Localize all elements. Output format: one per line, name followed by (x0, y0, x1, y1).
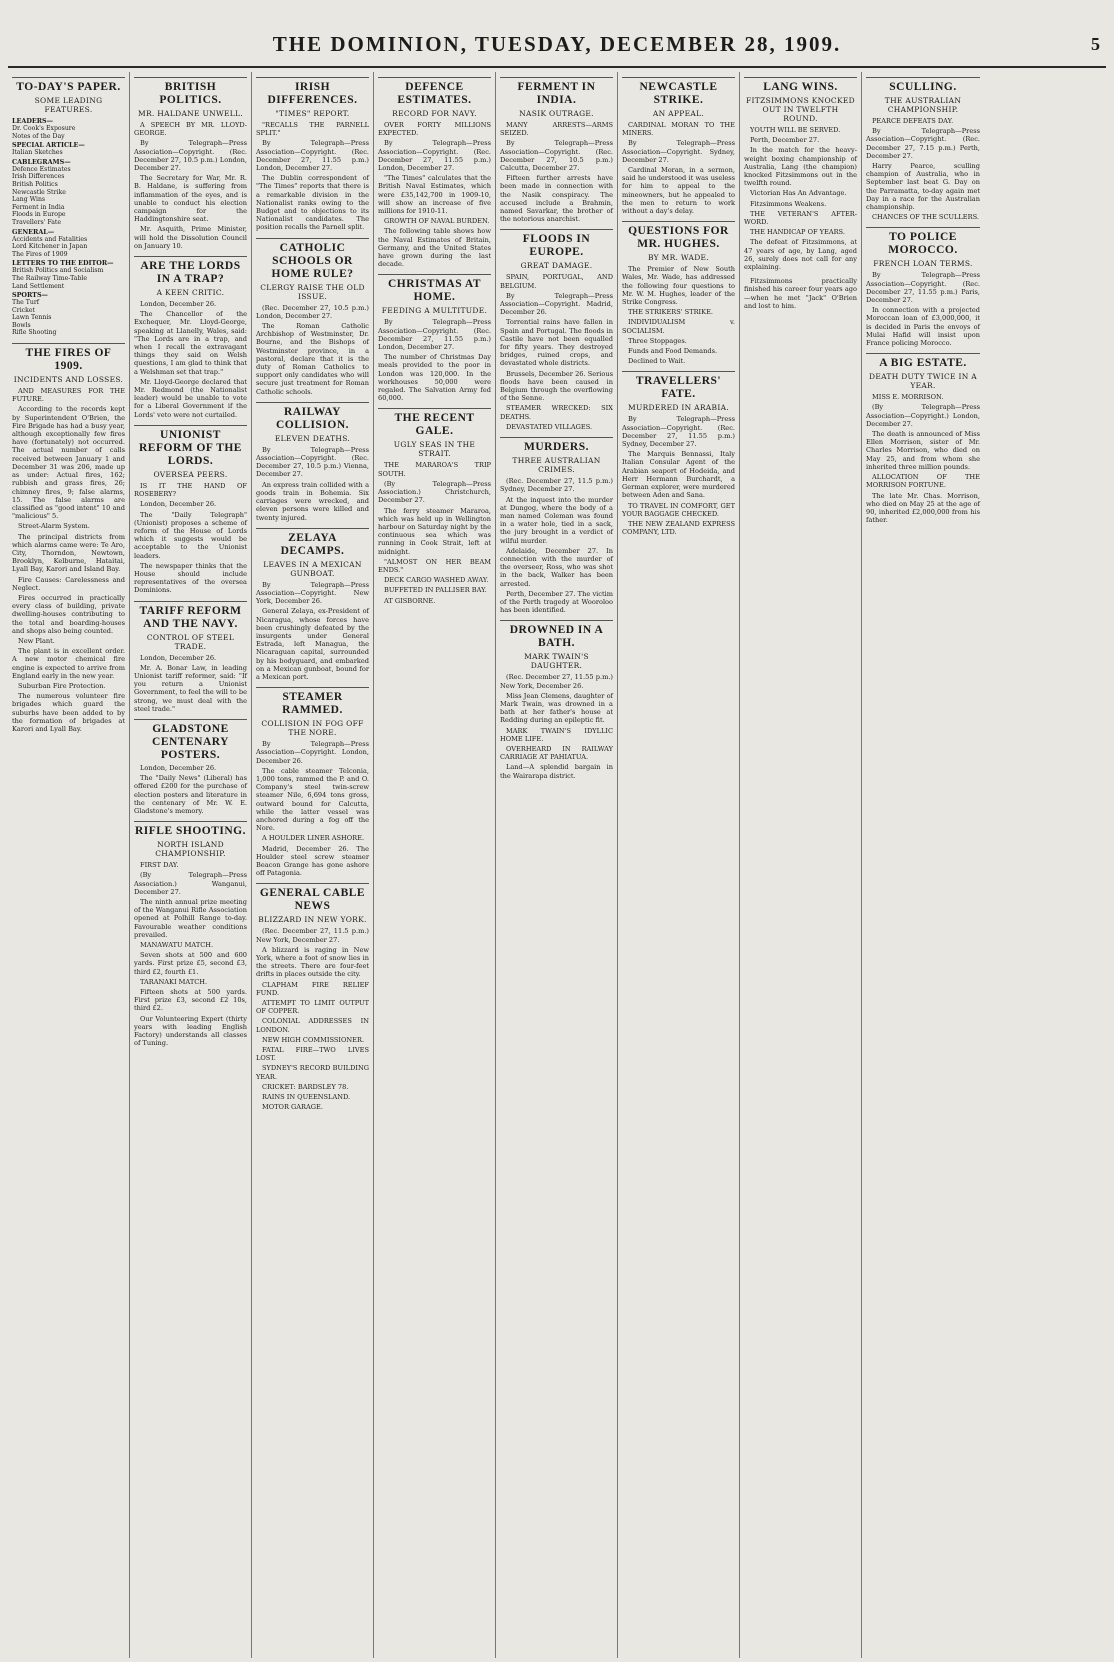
article (134, 601, 247, 713)
article-paragraph: (Rec. December 27, 11.5 p.m.) Sydney, December 27. (500, 477, 613, 494)
article-heading: CATHOLIC SCHOOLS OR HOME RULE? (256, 238, 369, 281)
index-item-label: Cricket (12, 306, 36, 314)
article-paragraph: The plant is in excellent order. A new motor chemical fire engine is expected to arrive from England early in the new year. (12, 647, 125, 680)
article (134, 719, 247, 815)
article-paragraph: The ninth annual prize meeting of the Wanganui Rifle Association opened at Polhill Range to-day. Favourable weather conditions prevailed. (134, 897, 247, 939)
article-subheading: THE AUSTRALIAN CHAMPIONSHIP. (884, 96, 962, 114)
article-heading: NEWCASTLE STRIKE. (622, 77, 735, 107)
article-paragraph: The Chancellor of the Exchequer, Mr. Lloyd-George, speaking at Llanelly, Wales, said: "The Lords are in a trap, and when I recall the extravagant things they said on Welsh questions, I am glad to think that a Welshman set that trap." (134, 310, 247, 376)
article-heading: LANG WINS. (744, 77, 857, 94)
article-paragraph: (By Telegraph—Press Association.) Wanganui, December 27. (134, 871, 247, 896)
article-subheading: NORTH ISLAND CHAMPIONSHIP. (155, 840, 226, 859)
article-heading: BRITISH POLITICS. (134, 77, 247, 107)
article-paragraph: Fitzsimmons Weakens. (750, 199, 827, 208)
column-2 (130, 72, 252, 1658)
article-paragraph: At the inquest into the murder at Dungog, where the body of a man named Coleman was found in a water hole, tied in a sack, the jury brought in a verdict of wilful murder. (500, 495, 613, 545)
article-paragraph: The Dublin correspondent of "The Times" reports that there is a remarkable division in the Nationalist ranks owing to the Budget and to objections to its Nationalist candidates. The position recalls the Parnell split. (256, 174, 369, 232)
index-item-label: British Politics and Socialism (12, 267, 104, 275)
article-paragraph: London, December 26. (140, 300, 217, 309)
index-item-label: Bowls (12, 321, 31, 329)
article (256, 528, 369, 681)
index-item (12, 189, 125, 197)
masthead-rule (8, 66, 1106, 68)
index-item-label: Notes of the Day (12, 132, 65, 140)
article-subheading: BY MR. WADE. (647, 253, 710, 263)
article-paragraph: BUFFETED IN PALLISER BAY. (384, 586, 487, 595)
article-paragraph: CARDINAL MORAN TO THE MINERS. (622, 121, 735, 138)
article-paragraph: The numerous volunteer fire brigades which guard the suburbs have been added to by the formation of brigades at Karori and Lyall Bay. (12, 692, 125, 733)
index-item-label: Italian Sketches (12, 149, 63, 157)
article (134, 256, 247, 419)
index-item (12, 299, 125, 307)
article-paragraph: By Telegraph—Press Association—Copyright. (Rec. December 27, 11.55 p.m.) London, December 27. (256, 139, 369, 173)
column-6 (618, 72, 740, 1658)
article-subheading: CONTROL OF STEEL TRADE. (146, 632, 235, 651)
article-paragraph: SPAIN, PORTUGAL, AND BELGIUM. (500, 273, 613, 290)
index-item (12, 211, 125, 219)
article-paragraph: New Plant. (18, 636, 55, 645)
article-subheading: FITZSIMMONS KNOCKED OUT IN TWELFTH ROUND. (746, 96, 855, 123)
article-paragraph: Funds and Food Demands. (628, 347, 718, 356)
article (500, 77, 613, 223)
article-heading: CHRISTMAS AT HOME. (378, 274, 491, 304)
index-item-label: Newcastle Strike (12, 188, 66, 196)
article-paragraph: Fifteen shots at 500 yards. First prize £3, second £2 10s, third £2. (134, 988, 247, 1013)
column-7 (740, 72, 862, 1658)
column-4 (374, 72, 496, 1658)
index-item (12, 204, 125, 212)
article-paragraph: Perth, December 27. The victim of the Perth tragedy at Wooroloo has been identified. (500, 589, 613, 615)
article-paragraph: MISS E. MORRISON. (872, 393, 944, 402)
article-paragraph: By Telegraph—Press Association—Copyright. (Rec. December 27, 10.5 p.m.) Vienna, December 27. (256, 445, 369, 479)
index-item (12, 173, 125, 181)
article (866, 227, 980, 347)
article-paragraph: (Rec. December 27, 11.5 p.m.) New York, December 27. (256, 927, 369, 944)
article-heading: TO-DAY'S PAPER. (12, 77, 125, 94)
article-paragraph: Our Volunteering Expert (thirty years with leading English Factory) understands all classes of Tuning. (134, 1014, 247, 1048)
article (12, 77, 125, 337)
article-paragraph: The "Daily Telegraph" (Unionist) proposes a scheme of reform of the House of Lords which it suggests would be acceptable to the Unionist leaders. (134, 510, 247, 560)
article-paragraph: Fire Causes: Carelessness and Neglect. (12, 575, 125, 592)
index-item-label: Dr. Cook's Exposure (12, 125, 76, 132)
article-subheading: THREE AUSTRALIAN CRIMES. (512, 456, 601, 475)
index-item-label: Rifle Shooting (12, 329, 57, 337)
article (12, 343, 125, 733)
article-paragraph: By Telegraph—Press Association—Copyright. Madrid, December 26. (500, 291, 613, 317)
article-paragraph: An express train collided with a goods train in Bohemia. Six carriages were wrecked, and eleven persons were killed and twenty injured. (256, 480, 369, 522)
article-subheading: DEATH DUTY TWICE IN A YEAR. (869, 372, 977, 391)
index-item (12, 149, 125, 157)
article (866, 353, 980, 524)
index-group-heading: CABLEGRAMS— (12, 157, 71, 166)
article-paragraph: General Zelaya, ex-President of Nicaragua, whose forces have been crushingly defeated by the insurgents under General Estrada, left Managua, the Nicaraguan capital, surrounded by his bodyguard, and embarked on a Mexican gunboat, bound for a Mexican port. (256, 607, 369, 681)
column-8 (862, 72, 984, 1658)
article-heading: ARE THE LORDS IN A TRAP? (134, 256, 247, 286)
article-paragraph: By Telegraph—Press Association—Copyright. (Rec. December 27, 10.5 p.m.) Calcutta, December 27. (500, 139, 613, 173)
article-paragraph: Victorian Has An Advantage. (750, 189, 847, 198)
article-paragraph: By Telegraph—Press Association—Copyright. (Rec. December 27, 11.55 p.m.) Paris, December 27. (866, 271, 980, 305)
article-paragraph: By Telegraph—Press Association—Copyright. New York, December 26. (256, 580, 369, 606)
article (622, 221, 735, 365)
article-subheading: RECORD FOR NAVY. (392, 109, 477, 118)
article-paragraph: MARK TWAIN'S IDYLLIC HOME LIFE. (500, 726, 613, 743)
index-item (12, 251, 125, 259)
article-subheading: AN APPEAL. (652, 109, 705, 118)
article-paragraph: The defeat of Fitzsimmons, at 47 years of age, by Lang, aged 26, surely does not call for any explaining. (744, 238, 857, 272)
article-paragraph: Harry Pearce, sculling champion of Australia, who in September last beat G. Day on the Parramatta, to-day again met Day in a race for the Australian championship. (866, 162, 980, 212)
index-item (12, 125, 125, 133)
page-number: 5 (1091, 34, 1100, 54)
index-item (12, 307, 125, 315)
article-paragraph: Mr. Asquith, Prime Minister, will hold the Dissolution Council on January 10. (134, 225, 247, 250)
article-paragraph: Land—A splendid bargain in the Wairarapa district. (500, 763, 613, 780)
article-paragraph: DEVASTATED VILLAGES. (506, 422, 593, 431)
article-paragraph: The cable steamer Telconia, 1,000 tons, rammed the P. and O. Company's steel twin-screw steamer Nile, 6,694 tons gross, outward bound for Calcutta, while the latter vessel was anchored during a fog off the Nore. (256, 766, 369, 833)
index-item (12, 166, 125, 174)
index-item (12, 196, 125, 204)
article-subheading: COLLISION IN FOG OFF THE NORE. (261, 719, 364, 738)
article-heading: A BIG ESTATE. (866, 353, 980, 370)
article-heading: ZELAYA DECAMPS. (256, 528, 369, 558)
index-item (12, 275, 125, 283)
article (500, 620, 613, 779)
article (256, 687, 369, 877)
article-paragraph: OVER FORTY MILLIONS EXPECTED. (378, 121, 491, 138)
article (866, 77, 980, 221)
article (134, 77, 247, 250)
article-heading: FERMENT IN INDIA. (500, 77, 613, 107)
article-paragraph: THE NEW ZEALAND EXPRESS COMPANY, LTD. (622, 519, 735, 537)
article (378, 77, 491, 268)
article (622, 371, 735, 536)
article-paragraph: ATTEMPT TO LIMIT OUTPUT OF COPPER. (256, 999, 369, 1016)
article-paragraph: London, December 26. (140, 763, 217, 772)
article-subheading: FRENCH LOAN TERMS. (873, 259, 973, 269)
article-paragraph: Mr. Lloyd-George declared that Mr. Redmond (the Nationalist leader) would be unable to vote for a Liberal Government if the Lords' veto were not curtailed. (134, 377, 247, 419)
article-subheading: MURDERED IN ARABIA. (627, 403, 730, 413)
article-paragraph: In connection with a projected Moroccan loan of £3,000,000, it is decided in Paris the envoys of Mulai Hafid will insist upon France policing Morocco. (866, 306, 980, 348)
article-paragraph: DECK CARGO WASHED AWAY. (384, 576, 489, 585)
index-item-label: Floods in Europe (12, 211, 66, 219)
article-paragraph: IS IT THE HAND OF ROSEBERY? (134, 481, 247, 499)
article-paragraph: Adelaide, December 27. In connection with the murder of the overseer, Ross, who was shot in the back, Walker has been arrested. (500, 546, 613, 588)
article-paragraph: MANY ARRESTS—ARMS SEIZED. (500, 121, 613, 138)
index-item-label: Defence Estimates (12, 165, 71, 173)
column-3 (252, 72, 374, 1658)
article-paragraph: Street-Alarm System. (18, 522, 90, 531)
article-subheading: FEEDING A MULTITUDE. (381, 306, 488, 316)
index-item (12, 133, 125, 141)
article-paragraph: Declined to Wait. (628, 357, 686, 366)
index-item (12, 322, 125, 330)
article-subheading: MR. HALDANE UNWELL. (138, 109, 243, 118)
article-heading: FLOODS IN EUROPE. (500, 229, 613, 259)
index-item-label: Land Settlement (12, 282, 65, 290)
article-paragraph: Suburban Fire Protection. (18, 681, 106, 690)
article-subheading: INCIDENTS AND LOSSES. (13, 375, 124, 385)
article-paragraph: MOTOR GARAGE. (262, 1103, 323, 1112)
article-paragraph: Fires occurred in practically every class of building, private dwelling-houses contributing to the total and boarding-houses and shops also being counted. (12, 593, 125, 635)
article-paragraph: TO TRAVEL IN COMFORT, GET YOUR BAGGAGE CHECKED. (622, 501, 735, 518)
index-item-label: Accidents and Fatalities (12, 235, 88, 243)
article-paragraph: The Secretary for War, Mr. R. B. Haldane, is suffering from inflammation of the eyes, and is unable to conduct his election campaign for the Haddingtonshire seat. (134, 174, 247, 224)
index-item-label: Irish Differences (12, 173, 65, 181)
article-paragraph: NEW HIGH COMMISSIONER. (262, 1035, 365, 1044)
article-paragraph: CRICKET: BARDSLEY 78. (262, 1082, 349, 1091)
index-group-heading: GENERAL— (12, 227, 55, 236)
article-paragraph: The following table shows how the Naval Estimates of Britain, Germany, and the United States have grown during the last decade. (378, 227, 491, 269)
article-paragraph: Miss Jean Clemens, daughter of Mark Twain, was drowned in a bath at her father's house at Redding during an epileptic fit. (500, 691, 613, 725)
article-paragraph: Three Stoppages. (628, 336, 687, 345)
article-paragraph: Seven shots at 500 and 600 yards. First prize £5, second £3, third £2, fourth £1. (134, 951, 247, 976)
article (134, 425, 247, 595)
article-subheading: CLERGY RAISE THE OLD ISSUE. (260, 282, 365, 301)
article-paragraph: CHANCES OF THE SCULLERS. (872, 213, 979, 222)
article-paragraph: By Telegraph—Press Association—Copyright. Sydney, December 27. (622, 139, 735, 164)
article-paragraph: INDIVIDUALISM v. SOCIALISM. (622, 318, 735, 335)
article-heading: IRISH DIFFERENCES. (256, 77, 369, 107)
article-heading: SCULLING. (866, 77, 980, 94)
article-subheading: UGLY SEAS IN THE STRAIT. (393, 440, 476, 459)
index-item-label: The Railway Time-Table (12, 274, 88, 282)
article (256, 402, 369, 522)
article-heading: THE RECENT GALE. (378, 408, 491, 438)
article-subheading: LEAVES IN A MEXICAN GUNBOAT. (263, 559, 362, 578)
masthead (0, 30, 1114, 70)
column-1 (8, 72, 130, 1658)
article-paragraph: The ferry steamer Mararoa, which was held up in Wellington harbour on Saturday night by the continuous sea which was running in Cook Strait, left at midnight. (378, 506, 491, 556)
article-subheading: SOME LEADING FEATURES. (34, 96, 103, 114)
article (378, 274, 491, 402)
article-paragraph: (Rec. December 27, 10.5 p.m.) London, December 27. (256, 303, 369, 320)
index-item-label: Lord Kitchener in Japan (12, 243, 88, 251)
column-5 (496, 72, 618, 1658)
article-heading: RAILWAY COLLISION. (256, 402, 369, 432)
article (500, 229, 613, 431)
article-paragraph: CLAPHAM FIRE RELIEF FUND. (256, 980, 369, 997)
article (744, 77, 857, 271)
article-paragraph: The late Mr. Chas. Morrison, who died on May 25 at the age of 90, inherited £2,000,000 from his father. (866, 491, 980, 525)
index-item-label: Lawn Tennis (12, 314, 52, 322)
article-paragraph: Mr. A. Bonar Law, in leading Unionist tariff reformer, said: "If you return a Unionist Government, to feel the will to be strong, we must deal with the steel trade." (134, 663, 247, 713)
article-heading: GLADSTONE CENTENARY POSTERS. (134, 719, 247, 762)
article-paragraph: "RECALLS THE PARNELL SPLIT." (256, 121, 369, 138)
article (134, 821, 247, 1047)
article-paragraph: OVERHEARD IN RAILWAY CARRIAGE AT PAHIATUA. (500, 744, 613, 762)
article-paragraph: (Rec. December 27, 11.55 p.m.) New York, December 26. (500, 673, 613, 690)
article-paragraph: THE HANDICAP OF YEARS. (750, 228, 845, 237)
article-paragraph: Torrential rains have fallen in Spain and Portugal. The floods in Castile have not been equalled for fifty years. They destroyed bridges, ruined crops, and devastated whole districts. (500, 318, 613, 368)
article-paragraph: SYDNEY'S RECORD BUILDING YEAR. (256, 1064, 369, 1081)
article-paragraph: The death is announced of Miss Ellen Morrison, sister of Mr. Charles Morrison, who died on May 25, and from whom she inherited three million pounds. (866, 430, 980, 471)
index-item (12, 236, 125, 244)
index-group-heading: LETTERS TO THE EDITOR— (12, 259, 114, 268)
article-subheading: "TIMES" REPORT. (275, 109, 350, 118)
index-item (12, 181, 125, 189)
article-paragraph: "ALMOST ON HER BEAM ENDS." (378, 557, 491, 574)
article-heading: STEAMER RAMMED. (256, 687, 369, 717)
article-paragraph: PEARCE DEFEATS DAY. (872, 117, 954, 125)
article-heading: RIFLE SHOOTING. (134, 821, 247, 838)
article-paragraph: By Telegraph—Press Association—Copyright. (Rec. December 27, 7.15 p.m.) Perth, December 27. (866, 127, 980, 160)
article-paragraph: London, December 26. (140, 653, 217, 662)
article-subheading: ELEVEN DEATHS. (274, 433, 351, 443)
article-paragraph: AT GISBORNE. (384, 596, 436, 605)
article-paragraph: TARANAKI MATCH. (140, 977, 208, 986)
article-heading: THE FIRES OF 1909. (12, 343, 125, 373)
article-heading: TARIFF REFORM AND THE NAVY. (134, 601, 247, 631)
article-paragraph: THE STRIKERS' STRIKE. (628, 308, 713, 317)
article-paragraph: The principal districts from which alarms came were: Te Aro, City, Thorndon, Newtown, Brooklyn, Kelburne, Hataitai, Lyall Bay, Karori and Island Bay. (12, 532, 125, 574)
article (378, 408, 491, 604)
article (500, 437, 613, 614)
index-item (12, 267, 125, 275)
article-paragraph: (By Telegraph—Press Association.) Christchurch, December 27. (378, 479, 491, 505)
index-item (12, 314, 125, 322)
article-paragraph: London, December 26. (140, 500, 217, 509)
article-paragraph: By Telegraph—Press Association—Copyright. (Rec. December 27, 11.55 p.m.) London, December 27. (378, 139, 491, 173)
article-paragraph: Perth, December 27. (750, 136, 820, 145)
article-paragraph: THE VETERAN'S AFTER-WORD. (744, 209, 857, 227)
article-subheading: GREAT DAMAGE. (520, 261, 593, 271)
article (622, 77, 735, 215)
article-paragraph: MANAWATU MATCH. (140, 941, 214, 949)
article-paragraph: "The Times" calculates that the British Naval Estimates, which were £35,142,700 in 1909-10, will show an increase of five millions for 1910-11. (378, 174, 491, 216)
article (256, 883, 369, 1111)
article-heading: UNIONIST REFORM OF THE LORDS. (134, 425, 247, 468)
article-paragraph: The number of Christmas Day meals provided to the poor in London was 120,000. In the workhouses 50,000 were regaled. The Salvation Army fed 60,000. (378, 353, 491, 403)
index-item-label: British Politics (12, 180, 58, 188)
article-subheading: OVERSEA PEERS. (153, 469, 228, 479)
article-paragraph: FIRST DAY. (140, 861, 179, 870)
article-paragraph: Fitzsimmons practically finished his career four years ago—when he met "Jack" O'Brien and lost to him. (744, 277, 857, 310)
article-paragraph: The newspaper thinks that the House should include representatives of the oversea Dominions. (134, 561, 247, 595)
article-paragraph: (By Telegraph—Press Association—Copyright.) London, December 27. (866, 403, 980, 428)
index-item-label: Travellers' Fate (12, 218, 62, 226)
article-heading: QUESTIONS FOR MR. HUGHES. (622, 221, 735, 251)
article-paragraph: YOUTH WILL BE SERVED. (750, 126, 841, 134)
article-paragraph: The Marquis Bennassi, Italy Italian Consular Agent of the Arabian seaport of Hodeida, and Herr Hermann Burchardt, a German explorer, were murdered between Aden and Sana. (622, 450, 735, 500)
article (744, 277, 857, 310)
article-heading: TRAVELLERS' FATE. (622, 371, 735, 401)
article-paragraph: A SPEECH BY MR. LLOYD-GEORGE. (134, 121, 247, 138)
newspaper-title: THE DOMINION, TUESDAY, DECEMBER 28, 1909. (272, 32, 842, 56)
article-subheading: MARK TWAIN'S DAUGHTER. (524, 652, 589, 671)
index-item-label: Ferment in India (12, 203, 65, 211)
article-paragraph: GROWTH OF NAVAL BURDEN. (384, 217, 490, 226)
article-paragraph: According to the records kept by Superintendent O'Brien, the Fire Brigade has had a busy year, although exceptionally few fires have (fortunately) not occurred. The actual number of calls received between January 1 and December 31 was 206, made up as under: Actual fires, 162; rubbish and grass fires, 26; chimney fires, 9; false alarms, 15. The false alarms are classified as "good intent" 10 and "malicious" 5. (12, 405, 125, 521)
article-paragraph: RAINS IN QUEENSLAND. (262, 1093, 351, 1102)
article-paragraph: A HOULDER LINER ASHORE. (262, 834, 365, 843)
index-group-heading: SPORTS— (12, 291, 48, 300)
article-paragraph: By Telegraph—Press Association—Copyright. (Rec. December 27, 11.55 p.m.) London, December 27. (378, 318, 491, 352)
article-paragraph: By Telegraph—Press Association—Copyright. (Rec. December 27, 10.5 p.m.) London, December 27. (134, 139, 247, 173)
article-paragraph: COLONIAL ADDRESSES IN LONDON. (256, 1017, 369, 1034)
article-heading: TO POLICE MOROCCO. (866, 227, 980, 257)
article-subheading: BLIZZARD IN NEW YORK. (258, 915, 367, 925)
article-paragraph: Cardinal Moran, in a sermon, said he understood it was useless for him to appeal to the mineowners, but he appealed to the men to return to work without a day's delay. (622, 166, 735, 216)
article-paragraph: Fifteen further arrests have been made in connection with the Nasik conspiracy. The accused include a Brahmin, named Savarkar, the brother of the notorious anarchist. (500, 174, 613, 224)
article (256, 238, 369, 396)
index-item-label: The Turf (12, 299, 40, 307)
article-paragraph: By Telegraph—Press Association—Copyright. (Rec. December 27, 11.55 p.m.) Sydney, December 27. (622, 415, 735, 449)
index-item (12, 243, 125, 251)
article-paragraph: In the match for the heavy-weight boxing championship of Australia, Lang (the champion) knocked Fitzsimmons out in the twelfth round. (744, 146, 857, 188)
article-paragraph: By Telegraph—Press Association—Copyright. London, December 26. (256, 740, 369, 765)
index-item-label: The Fires of 1909 (12, 250, 68, 258)
index-item (12, 329, 125, 337)
article-paragraph: A blizzard is raging in New York, where a foot of snow lies in the streets. There are four-feet drifts in places outside the city. (256, 945, 369, 979)
article-paragraph: THE MARAROA'S TRIP SOUTH. (378, 461, 491, 478)
article-paragraph: The Premier of New South Wales, Mr. Wade, has addressed the following four questions to Mr. W. M. Hughes, leader of the Strike Congress. (622, 265, 735, 307)
article-paragraph: ALLOCATION OF THE MORRISON FORTUNE. (866, 473, 980, 490)
index-item (12, 219, 125, 227)
columns-container (8, 72, 1106, 1658)
article-paragraph: The "Daily News" (Liberal) has offered £200 for the purchase of election posters and literature in the centenary of Mr. W. E. Gladstone's memory. (134, 774, 247, 815)
article-heading: GENERAL CABLE NEWS (256, 883, 369, 913)
index-group-heading: SPECIAL ARTICLE— (12, 141, 85, 150)
index-item (12, 283, 125, 291)
article-heading: DEFENCE ESTIMATES. (378, 77, 491, 107)
index-item-label: Lang Wins (12, 196, 46, 204)
article-paragraph: AND MEASURES FOR THE FUTURE. (12, 387, 125, 404)
article-paragraph: Madrid, December 26. The Houlder steel screw steamer Beacon Grange has gone ashore off Patagonia. (256, 844, 369, 878)
article-paragraph: STEAMER WRECKED: SIX DEATHS. (500, 404, 613, 421)
article-subheading: NASIK OUTRAGE. (519, 109, 594, 118)
article-heading: MURDERS. (500, 437, 613, 454)
article (256, 77, 369, 232)
article-paragraph: Brussels, December 26. Serious floods have been caused in Belgium through the overflowing of the Senne. (500, 369, 613, 403)
article-paragraph: FATAL FIRE—TWO LIVES LOST. (256, 1046, 369, 1063)
article-heading: DROWNED IN A BATH. (500, 620, 613, 650)
article-subheading: A KEEN CRITIC. (156, 288, 225, 298)
index-group-heading: LEADERS— (12, 117, 54, 125)
article-paragraph: The Roman Catholic Archbishop of Westminster, Dr. Bourne, and the Bishops of Westminster province, in a pastoral, declare that it is the duty of Roman Catholics to support only candidates who will secure just treatment for Roman Catholic schools. (256, 322, 369, 396)
